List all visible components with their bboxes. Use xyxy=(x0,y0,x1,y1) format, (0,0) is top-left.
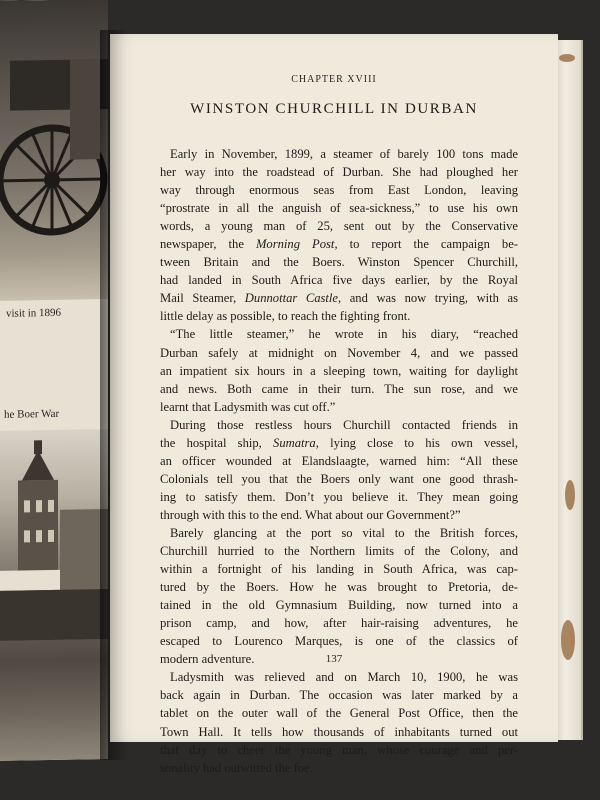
foxing-spot xyxy=(559,54,575,62)
text-line: tured by the Boers. How he was brought to Pretoria, de- xyxy=(160,580,518,595)
text-line: Town Hall. It tells how thousands of inhabitants turned out xyxy=(160,724,518,739)
text-line: modern adventure. xyxy=(160,652,255,667)
paragraph xyxy=(160,416,518,524)
text-line: ing to satisfy them. Don’t you believe it. They mean going xyxy=(160,489,518,504)
paragraph xyxy=(160,325,518,415)
left-page xyxy=(0,0,108,761)
photo-caption-bottom: he Boer War xyxy=(4,407,60,421)
building-illustration xyxy=(0,439,108,641)
text-line: Barely glancing at the port so vital to the British forces, xyxy=(170,525,518,540)
text-line: and news. Both came in their turn. The sun rose, and we xyxy=(160,381,518,396)
text-line: little delay as possible, to reach the fighting front. xyxy=(160,309,411,324)
text-line: tween Britain and the Boers. Winston Spencer Churchill, xyxy=(160,255,518,270)
text-line: way through enormous seas from East London, leaving xyxy=(160,183,518,198)
text-line: Colonials tell you that the Boers only want one good thrash- xyxy=(160,471,518,486)
chapter-label: CHAPTER XVIII xyxy=(291,74,377,85)
chapter-body xyxy=(160,145,518,777)
photo-caption-top: visit in 1896 xyxy=(6,306,62,320)
text-line: within a fortnight of his landing in South Africa, was cap- xyxy=(160,562,518,577)
text-line: an impatient six hours in a sleeping town, waiting for daylight xyxy=(160,363,518,378)
text-line: her way into the roadstead of Durban. She had ploughed her xyxy=(160,165,518,180)
foxing-spot xyxy=(565,480,575,510)
text-line: “prostrate in all the anguish of sea-sickness,” to use his own xyxy=(160,201,518,216)
foxing-spot xyxy=(561,620,575,660)
paragraph xyxy=(160,668,518,776)
text-line: words, a young man of 25, sent out by the Conservative xyxy=(160,219,518,234)
paragraph xyxy=(160,145,518,325)
text-line: that day to cheer the young man, whose courage and per- xyxy=(160,742,518,757)
italic-title: Sumatra xyxy=(273,435,316,450)
text-line: tained in the old Gymnasium Building, now turned into a xyxy=(160,598,518,613)
text-line: an officer wounded at Elandslaagte, warned him: “All these xyxy=(160,453,518,468)
wagon-wheel-illustration xyxy=(0,59,108,281)
text-line: Churchill hurried to the Northern limits of the Colony, and xyxy=(160,544,518,559)
text-line: learnt that Ladysmith was cut off.” xyxy=(160,399,336,414)
text-line: Mail Steamer, Dunnottar Castle, and was now trying, with as xyxy=(160,291,518,306)
text-line: Ladysmith was relieved and on March 10, 1900, he was xyxy=(170,670,518,685)
book-cover-edge xyxy=(555,40,583,740)
paragraph xyxy=(160,524,518,668)
text-line: had landed in South Africa five days earlier, by the Royal xyxy=(160,273,518,288)
text-line: Early in November, 1899, a steamer of barely 100 tons made xyxy=(170,147,518,161)
text-line: escaped to Lourenco Marques, is one of the classics of xyxy=(160,634,518,649)
text-line: through with this to the end. What about our Government?” xyxy=(160,507,461,522)
text-line: the hospital ship, Sumatra, lying close to his own vessel, xyxy=(160,435,518,450)
text-line: During those restless hours Churchill contacted friends in xyxy=(170,417,518,432)
chapter-title: WINSTON CHURCHILL IN DURBAN xyxy=(190,101,478,117)
text-line: newspaper, the Morning Post, to report the campaign be- xyxy=(160,237,518,252)
text-line: back again in Durban. The occasion was later marked by a xyxy=(160,688,518,703)
text-line: prison camp, and how, after hair-raising adventures, he xyxy=(160,616,518,631)
italic-title: Morning Post xyxy=(255,237,335,252)
text-line: tablet on the outer wall of the General Post Office, then the xyxy=(160,706,518,721)
text-line: “The little steamer,” he wrote in his diary, “reached xyxy=(170,327,518,342)
page-number: 137 xyxy=(325,653,343,665)
text-line: sonality had outwitted the foe. xyxy=(160,760,313,775)
text-line: Durban safely at midnight on November 4, and we passed xyxy=(160,345,518,360)
italic-title: Dunnottar Castle xyxy=(244,291,339,306)
